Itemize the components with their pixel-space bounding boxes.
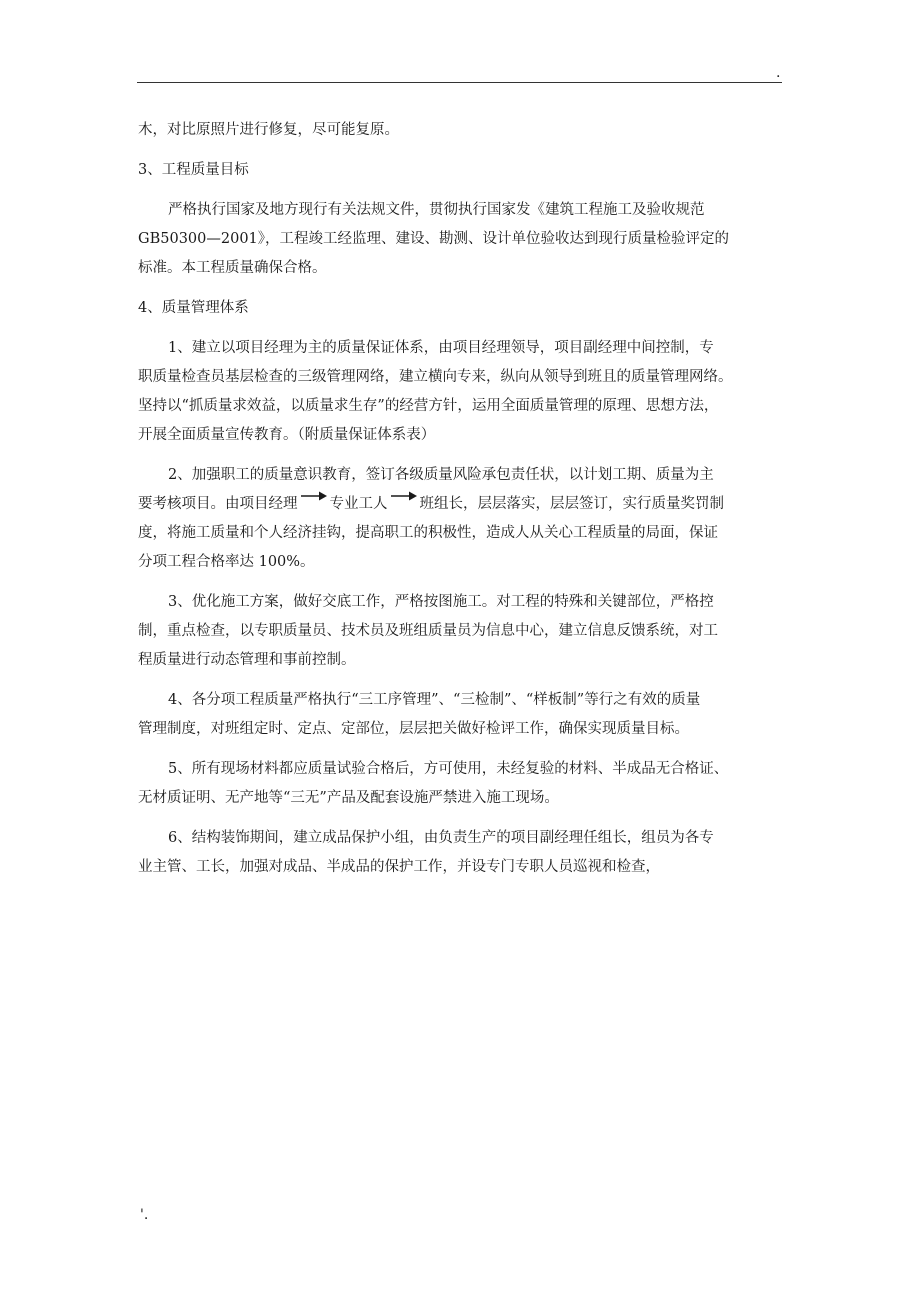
text-segment: 班组长，层层落实，层层签订，实行质量奖罚制	[419, 496, 724, 512]
body-line: 无材质证明、无产地等“三无”产品及配套设施严禁进入施工现场。	[138, 790, 559, 806]
body-line: 5、所有现场材料都应质量试验合格后，方可使用，未经复验的材料、半成品无合格证、	[168, 761, 729, 777]
body-line: 4、各分项工程质量严格执行“三工序管理”、“三检制”、“样板制”等行之有效的质量	[168, 692, 701, 708]
header-mark: .	[776, 65, 781, 81]
text-segment: 要考核项目。由项目经理	[138, 496, 298, 512]
right-arrow-icon	[300, 490, 328, 502]
body-line: 1、建立以项目经理为主的质量保证体系，由项目经理领导，项目副经理中间控制，专	[168, 340, 714, 356]
body-line: 业主管、工长，加强对成品、半成品的保护工作，并设专门专职人员巡视和检查，	[138, 859, 660, 875]
body-line: 管理制度，对班组定时、定点、定部位，层层把关做好检评工作，确保实现质量目标。	[138, 721, 689, 737]
body-line: 3、优化施工方案，做好交底工作，严格按图施工。对工程的特殊和关键部位，严格控	[168, 594, 714, 610]
text-segment: 专业工人	[329, 496, 388, 512]
body-line: 职质量检查员基层检查的三级管理网络，建立横向专来，纵向从领导到班且的质量管理网络。	[138, 369, 733, 385]
section-heading: 3、工程质量目标	[138, 162, 249, 178]
section-heading: 4、质量管理体系	[138, 300, 249, 316]
body-line: 2、加强职工的质量意识教育，签订各级质量风险承包责任状，以计划工期、质量为主	[168, 467, 714, 483]
body-line: 6、结构装饰期间，建立成品保护小组，由负责生产的项目副经理任组长，组员为各专	[168, 830, 714, 846]
body-line: 程质量进行动态管理和事前控制。	[138, 652, 356, 668]
body-line: 制，重点检查，以专职质量员、技术员及班组质量员为信息中心，建立信息反馈系统，对工	[138, 623, 718, 639]
body-line: 分项工程合格率达 100%。	[138, 554, 315, 570]
right-arrow-icon	[390, 490, 418, 502]
body-line: 严格执行国家及地方现行有关法规文件，贯彻执行国家发《建筑工程施工及验收规范	[168, 202, 705, 218]
body-line: 标准。本工程质量确保合格。	[138, 260, 327, 276]
body-line-with-arrows	[138, 490, 786, 519]
body-line: 开展全面质量宣传教育。（附质量保证体系表）	[138, 427, 436, 443]
header-rule	[137, 82, 782, 83]
footer-mark: '.	[140, 1207, 149, 1223]
body-line: 度，将施工质量和个人经济挂钩，提高职工的积极性，造成人从关心工程质量的局面，保证	[138, 525, 718, 541]
body-line: 坚持以“抓质量求效益，以质量求生存”的经营方针，运用全面质量管理的原理、思想方法，	[138, 398, 719, 414]
document-body	[138, 116, 786, 882]
body-line: GB50300—2001》，工程竣工经监理、建设、勘测、设计单位验收达到现行质量检验评定的	[138, 231, 730, 247]
body-line: 木，对比原照片进行修复，尽可能复原。	[138, 122, 399, 138]
